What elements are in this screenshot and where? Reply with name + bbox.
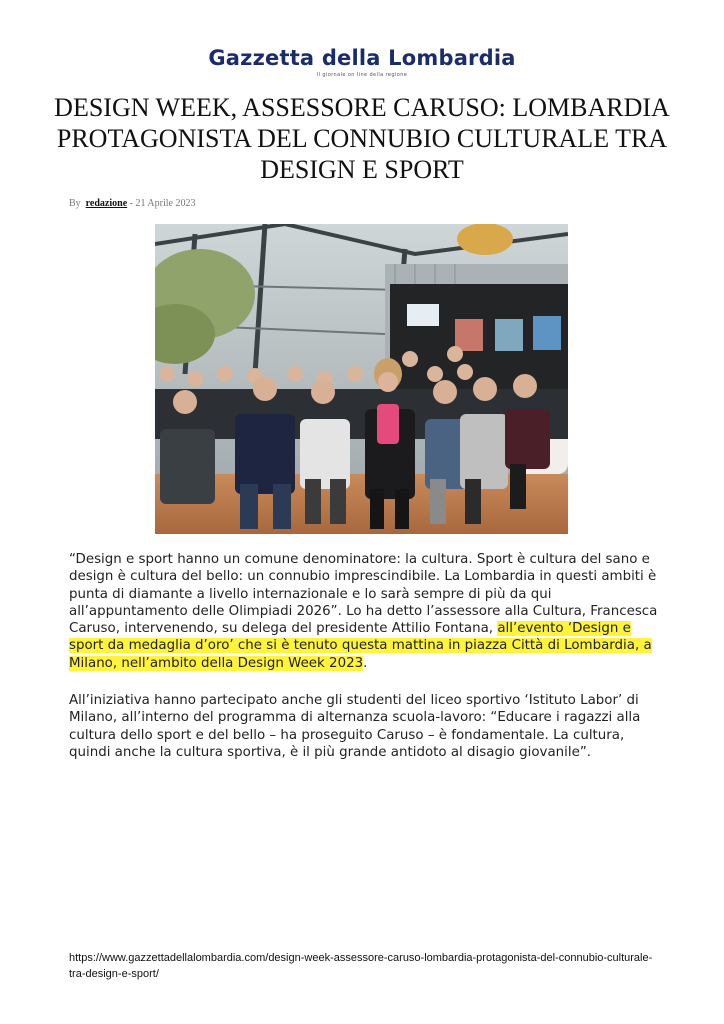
article-paragraph-1 <box>69 551 659 672</box>
source-url[interactable]: https://www.gazzettadellalombardia.com/design-week-assessore-caruso-lombardia-protagonista-del-connubio-culturale-tra-design-e-sport/ <box>69 952 653 980</box>
article-photo <box>155 224 568 534</box>
article-paragraph-2: All’iniziativa hanno partecipato anche gli studenti del liceo sportivo ‘Istituto Labor’ di Milano, all’interno del programma di alternanza scuola-lavoro: “Educare i ragazzi alla cultura dello sport e del bello – ha proseguito Caruso – è fondamentale. La cultura, quindi anche la cultura sportiva, è il più grande antidoto al disagio giovanile”. <box>69 693 641 760</box>
byline-prefix: By <box>69 198 81 209</box>
site-logo[interactable]: Gazzetta della Lombardia <box>208 46 516 70</box>
paragraph-1-end: . <box>363 655 368 671</box>
article-headline: DESIGN WEEK, ASSESSORE CARUSO: LOMBARDIA PROTAGONISTA DEL CONNUBIO CULTURALE TRA DESIGN E SPORT <box>54 93 670 184</box>
masthead <box>0 46 724 78</box>
author-link[interactable]: redazione <box>85 198 128 209</box>
byline <box>69 198 195 209</box>
highlighted-text: all’evento ‘Design e sport da medaglia d’oro’ che si è tenuto questa mattina in piazza Città di Lombardia, a Milano, nell’ambito della Design Week 2023 <box>69 621 652 671</box>
paragraph-1-text: “Design e sport hanno un comune denominatore: la cultura. Sport è cultura del sano e design è cultura del bello: un connubio imprescindibile. La Lombardia in questi ambiti è punta di diamante a livello internazionale e lo sarà sempre di più da qui all’appuntamento delle Olimpiadi 2026”. Lo ha detto l’assessore alla Cultura, Francesca Caruso, intervenendo, su delega del presidente Attilio Fontana, <box>69 552 658 637</box>
publish-date: - 21 Aprile 2023 <box>129 198 196 209</box>
site-tagline: Il giornale on line della regione <box>316 72 408 78</box>
